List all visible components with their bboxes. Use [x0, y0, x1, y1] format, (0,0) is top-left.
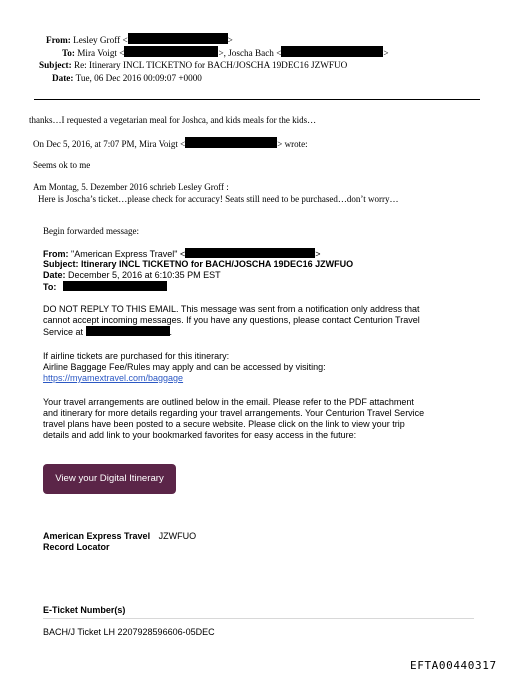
redaction-block	[128, 33, 228, 44]
redaction-block	[185, 248, 315, 258]
fwd-subject-value: Itinerary INCL TICKETNO for BACH/JOSCHA 19DEC16 JZWFUO	[81, 259, 354, 269]
baggage-link[interactable]: https://myamextravel.com/baggage	[43, 373, 184, 383]
quote-header-2: Am Montag, 5. Dezember 2016 schrieb Lesley Groff :	[33, 182, 229, 192]
baggage-line: Airline Baggage Fee/Rules may apply and can be accessed by visiting:	[43, 362, 326, 372]
redaction-block	[281, 46, 383, 57]
notice-tail: .	[169, 327, 173, 337]
to-label: To:	[62, 48, 75, 58]
record-company: American Express Travel	[43, 531, 151, 541]
quote1-pre: On Dec 5, 2016, at 7:07 PM, Mira Voigt <	[33, 139, 186, 149]
fwd-subject	[43, 259, 353, 270]
quote-header-1	[33, 137, 308, 150]
fwd-date-value: December 5, 2016 at 6:10:35 PM EST	[68, 270, 221, 280]
forward-intro: Here is Joscha’s ticket…please check for accuracy! Seats still need to be purchased…don’t worry…	[38, 194, 399, 204]
fwd-from-value: "American Express Travel" <	[71, 249, 186, 259]
eticket-value: BACH/J Ticket LH 2207928596606-05DEC	[43, 627, 215, 637]
fwd-to	[43, 281, 167, 293]
from-tail: >	[227, 35, 233, 45]
header-from	[46, 33, 233, 47]
fwd-date	[43, 270, 221, 281]
eticket-divider	[43, 618, 474, 619]
subject-label: Subject:	[39, 60, 72, 70]
record-label: Record Locator	[43, 542, 110, 552]
record-code: JZWFUO	[158, 531, 197, 541]
header-divider	[34, 99, 480, 100]
header-to	[62, 46, 389, 60]
redaction-block	[86, 326, 170, 336]
quote1-post: > wrote:	[277, 139, 308, 149]
reply-line: thanks…I requested a vegetarian meal for Joshca, and kids meals for the kids…	[29, 115, 317, 125]
record-locator-label	[43, 542, 110, 553]
eticket-heading-text: E-Ticket Number(s)	[43, 605, 126, 615]
redaction-block	[124, 46, 218, 57]
subject-value: Re: Itinerary INCL TICKETNO for BACH/JOSCHA 19DEC16 JZWFUO	[73, 60, 348, 70]
to-tail: >	[383, 48, 389, 58]
eticket-heading	[43, 605, 125, 616]
fwd-from-label: From:	[43, 249, 69, 259]
travel-line: travel plans have been posted to a secure website. Please click on the link to view your trip	[43, 419, 405, 429]
date-label: Date:	[52, 73, 74, 83]
date-value: Tue, 06 Dec 2016 00:09:07 +0000	[75, 73, 202, 83]
view-itinerary-button[interactable]: View your Digital Itinerary	[43, 464, 176, 494]
from-value: Lesley Groff <	[73, 35, 128, 45]
baggage-line: If airline tickets are purchased for this itinerary:	[43, 351, 230, 361]
notice-line: DO NOT REPLY TO THIS EMAIL. This message was sent from a notification only address that	[43, 304, 420, 314]
notice-text: Service at	[43, 327, 84, 337]
travel-line: details and add link to your bookmarked favorites for easy access in the future:	[43, 430, 357, 440]
fwd-to-label: To:	[43, 282, 57, 292]
from-label: From:	[46, 35, 71, 45]
forward-label: Begin forwarded message:	[43, 226, 139, 236]
document-id: EFTA00440317	[410, 659, 497, 672]
redaction-block	[63, 281, 167, 291]
reply-line-2: Seems ok to me	[33, 160, 91, 170]
travel-line: and itinerary for more details regarding your travel arrangements. Your Centurion Travel Service	[43, 408, 425, 418]
notice-line-3	[43, 326, 172, 338]
fwd-date-label: Date:	[43, 270, 66, 280]
travel-line: Your travel arrangements are outlined below in the email. Please refer to the PDF attachment	[43, 397, 414, 407]
notice-line: cannot accept incoming messages. If you have any questions, please contact Centurion Travel	[43, 315, 420, 325]
to-value-1: Mira Voigt <	[77, 48, 125, 58]
header-date	[52, 72, 202, 85]
record-company-row	[43, 531, 196, 542]
fwd-from-tail: >	[315, 249, 321, 259]
header-subject	[39, 59, 347, 72]
to-mid: >, Joscha Bach <	[218, 48, 282, 58]
fwd-subject-label: Subject:	[43, 259, 79, 269]
redaction-block	[185, 137, 277, 148]
